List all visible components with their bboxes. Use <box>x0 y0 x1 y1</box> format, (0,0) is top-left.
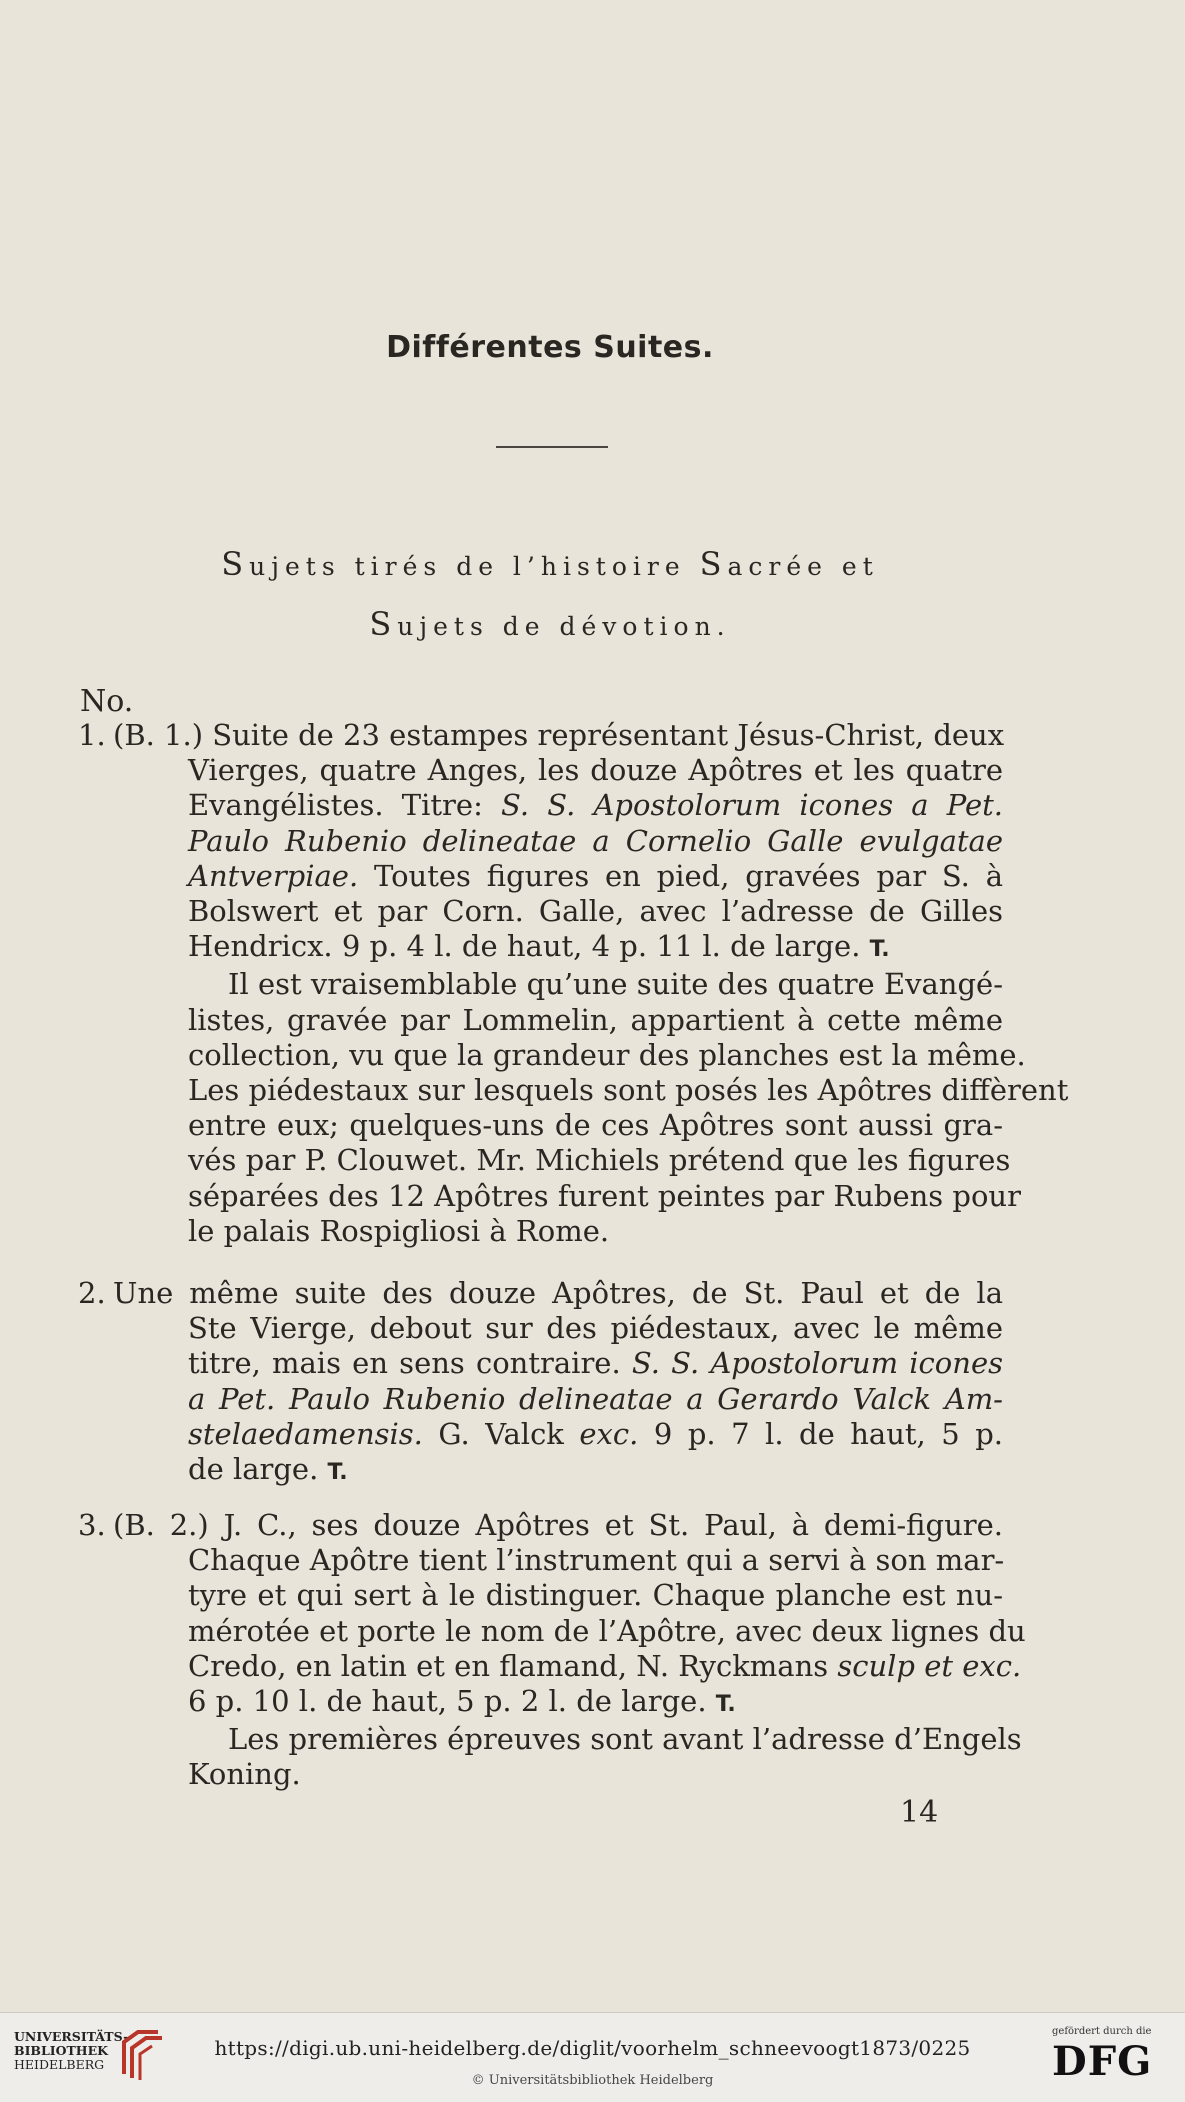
text-line: Les premières épreuves sont avant l’adresse d’Engels <box>228 1722 1022 1757</box>
entry-number: 2. <box>78 1276 106 1310</box>
text-line: Bolswert et par Corn. Galle, avec l’adresse de Gilles <box>188 894 1003 929</box>
text-line: mérotée et porte le nom de l’Apôtre, avec deux lignes du <box>188 1613 1026 1648</box>
text-line: Hendricx. 9 p. 4 l. de haut, 4 p. 11 l. de large. T. <box>188 929 890 964</box>
text-line: tyre et qui sert à le distinguer. Chaque planche est nu- <box>188 1578 1003 1613</box>
text-line: Ste Vierge, debout sur des piédestaux, avec le même <box>188 1311 1003 1346</box>
library-logo-line: HEIDELBERG <box>14 2057 105 2072</box>
text-line: Evangélistes. Titre: S. S. Apostolorum icones a Pet. <box>188 788 1003 823</box>
library-logo-line: BIBLIOTHEK <box>14 2043 109 2058</box>
text-line: de large. T. <box>188 1452 348 1487</box>
heading-text: ujets de dévotion. <box>397 612 731 641</box>
text-line: collection, vu que la grandeur des planches est la même. <box>188 1037 1026 1072</box>
catalogue-entry <box>78 718 1069 1249</box>
entry-body <box>113 718 1069 1249</box>
text-line: Credo, en latin et en flamand, N. Ryckmans sculp et exc. <box>188 1648 1022 1683</box>
page-title: Différentes Suites. <box>386 330 714 365</box>
entry-number: 1. <box>78 718 106 752</box>
catalogue-entry <box>78 1276 1003 1490</box>
title-divider <box>496 446 608 448</box>
text-line: listes, gravée par Lommelin, appartient à cette même <box>188 1002 1003 1037</box>
library-logo-line: UNIVERSITÄTS- <box>14 2029 129 2044</box>
text-line: Paulo Rubenio delineatae a Cornelio Galle evulgatae <box>188 823 1003 858</box>
text-line: Il est vraisemblable qu’une suite des quatre Evangé- <box>228 967 1003 1002</box>
page-number: 14 <box>900 1795 939 1830</box>
section-heading-line-1 <box>0 545 1100 583</box>
text-line: a Pet. Paulo Rubenio delineatae a Gerardo Valck Am- <box>188 1381 1003 1416</box>
text-line: (B. 1.) Suite de 23 estampes représentant Jésus-Christ, deux <box>113 718 1005 752</box>
text-line: 6 p. 10 l. de haut, 5 p. 2 l. de large. T. <box>188 1684 736 1719</box>
heading-initial: S <box>221 545 250 583</box>
text-line: vés par P. Clouwet. Mr. Michiels prétend que les figures <box>188 1143 1011 1178</box>
text-line: entre eux; quelques-uns de ces Apôtres sont aussi gra- <box>188 1108 1003 1143</box>
permalink-url[interactable]: https://digi.ub.uni-heidelberg.de/diglit/voorhelm_schneevoogt1873/0225 <box>214 2036 971 2060</box>
heading-text: acrée et <box>727 552 879 581</box>
entry-body <box>113 1508 1026 1793</box>
heading-initial: S <box>699 545 728 583</box>
number-column-label: No. <box>80 684 134 719</box>
heading-initial: S <box>369 605 398 643</box>
text-line: séparées des 12 Apôtres furent peintes par Rubens pour <box>188 1178 1021 1213</box>
section-heading-line-2 <box>0 605 1100 643</box>
text-line: Antverpiae. Toutes figures en pied, gravées par S. à <box>188 858 1003 893</box>
text-line: stelaedamensis. G. Valck exc. 9 p. 7 l. de haut, 5 p. <box>188 1416 1004 1451</box>
text-line: Une même suite des douze Apôtres, de St. Paul et de la <box>113 1276 1003 1310</box>
copyright-notice: © Universitätsbibliothek Heidelberg <box>471 2073 714 2088</box>
text-line: Vierges, quatre Anges, les douze Apôtres et les quatre <box>188 753 1003 788</box>
text-line: Les piédestaux sur lesquels sont posés les Apôtres diffèrent <box>188 1073 1069 1108</box>
text-line: Koning. <box>188 1757 301 1792</box>
heading-text: ujets tirés de l’histoire <box>249 552 700 581</box>
catalogue-entry <box>78 1508 1026 1793</box>
text-line: le palais Rospigliosi à Rome. <box>188 1213 610 1248</box>
dfg-logo[interactable]: DFG <box>1052 2038 1153 2085</box>
text-line: titre, mais en sens contraire. S. S. Apostolorum icones <box>188 1346 1003 1381</box>
entry-number: 3. <box>78 1508 106 1542</box>
funder-caption: gefördert durch die <box>1052 2026 1152 2037</box>
text-line: (B. 2.) J. C., ses douze Apôtres et St. Paul, à demi-figure. <box>113 1508 1003 1542</box>
entry-body <box>113 1276 1004 1490</box>
text-line: Chaque Apôtre tient l’instrument qui a servi à son mar- <box>188 1543 1005 1578</box>
